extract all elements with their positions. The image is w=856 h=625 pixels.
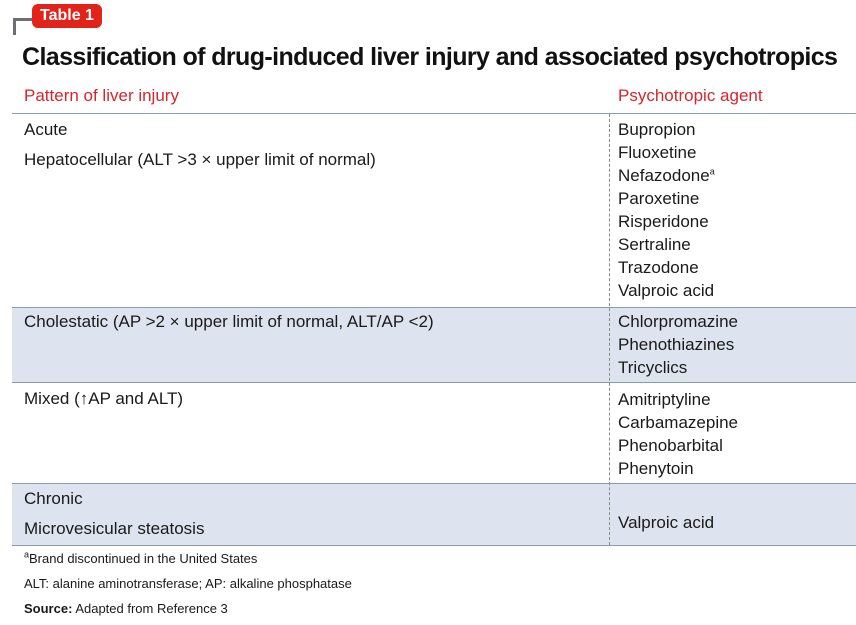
pattern-mixed: Mixed (↑AP and ALT) (24, 389, 184, 408)
agent-list-acute (618, 118, 715, 302)
row-rule (12, 483, 856, 484)
agent-item: Nefazodone$^a$ (618, 166, 715, 185)
agent-item: Amitriptyline (618, 390, 711, 409)
pattern-microvesicular: Microvesicular steatosis (24, 519, 205, 538)
footnote-abbreviations: ALT: alanine aminotransferase; AP: alkaline phosphatase (24, 576, 352, 591)
agent-item: Valproic acid (618, 281, 715, 300)
footnote-brand: $^a$Brand discontinued in the United States (24, 549, 258, 566)
pattern-hepatocellular: Hepatocellular (ALT >3 × upper limit of normal) (24, 150, 376, 169)
agent-item: Fluoxetine (618, 143, 697, 162)
corner-rule-vertical (13, 18, 16, 35)
row-rule (12, 382, 856, 383)
agent-list-mixed (618, 388, 738, 480)
agent-item: Tricyclics (618, 358, 688, 377)
header-agent: Psychotropic agent (618, 86, 763, 105)
agent-item: Trazodone (618, 258, 699, 277)
agent-item: Risperidone (618, 212, 709, 231)
agent-item: Phenytoin (618, 459, 694, 478)
agent-list-cholestatic (618, 310, 738, 379)
agent-item: Sertraline (618, 235, 691, 254)
agent-item: Phenobarbital (618, 436, 723, 455)
agent-item: Paroxetine (618, 189, 700, 208)
footnote-source: Source: Adapted from Reference 3 (24, 601, 228, 616)
agent-item: Phenothiazines (618, 335, 735, 354)
agent-item: Carbamazepine (618, 413, 739, 432)
agent-item: Valproic acid (618, 513, 715, 532)
agent-item: Chlorpromazine (618, 312, 738, 331)
column-divider (609, 114, 610, 545)
table-title: Classification of drug-induced liver injury and associated psychotropics (22, 43, 838, 71)
table-badge: Table 1 (32, 4, 102, 28)
footnote-marker: a (709, 166, 715, 177)
row-rule (12, 307, 856, 308)
pattern-heading-acute: Acute (24, 120, 68, 139)
table-bottom-rule (12, 545, 856, 546)
agent-item: Bupropion (618, 120, 696, 139)
pattern-cholestatic: Cholestatic (AP >2 × upper limit of normal, ALT/AP <2) (24, 312, 434, 331)
header-pattern: Pattern of liver injury (24, 86, 179, 105)
pattern-heading-chronic: Chronic (24, 489, 83, 508)
agent-list-chronic (618, 511, 714, 534)
header-rule (12, 113, 856, 114)
